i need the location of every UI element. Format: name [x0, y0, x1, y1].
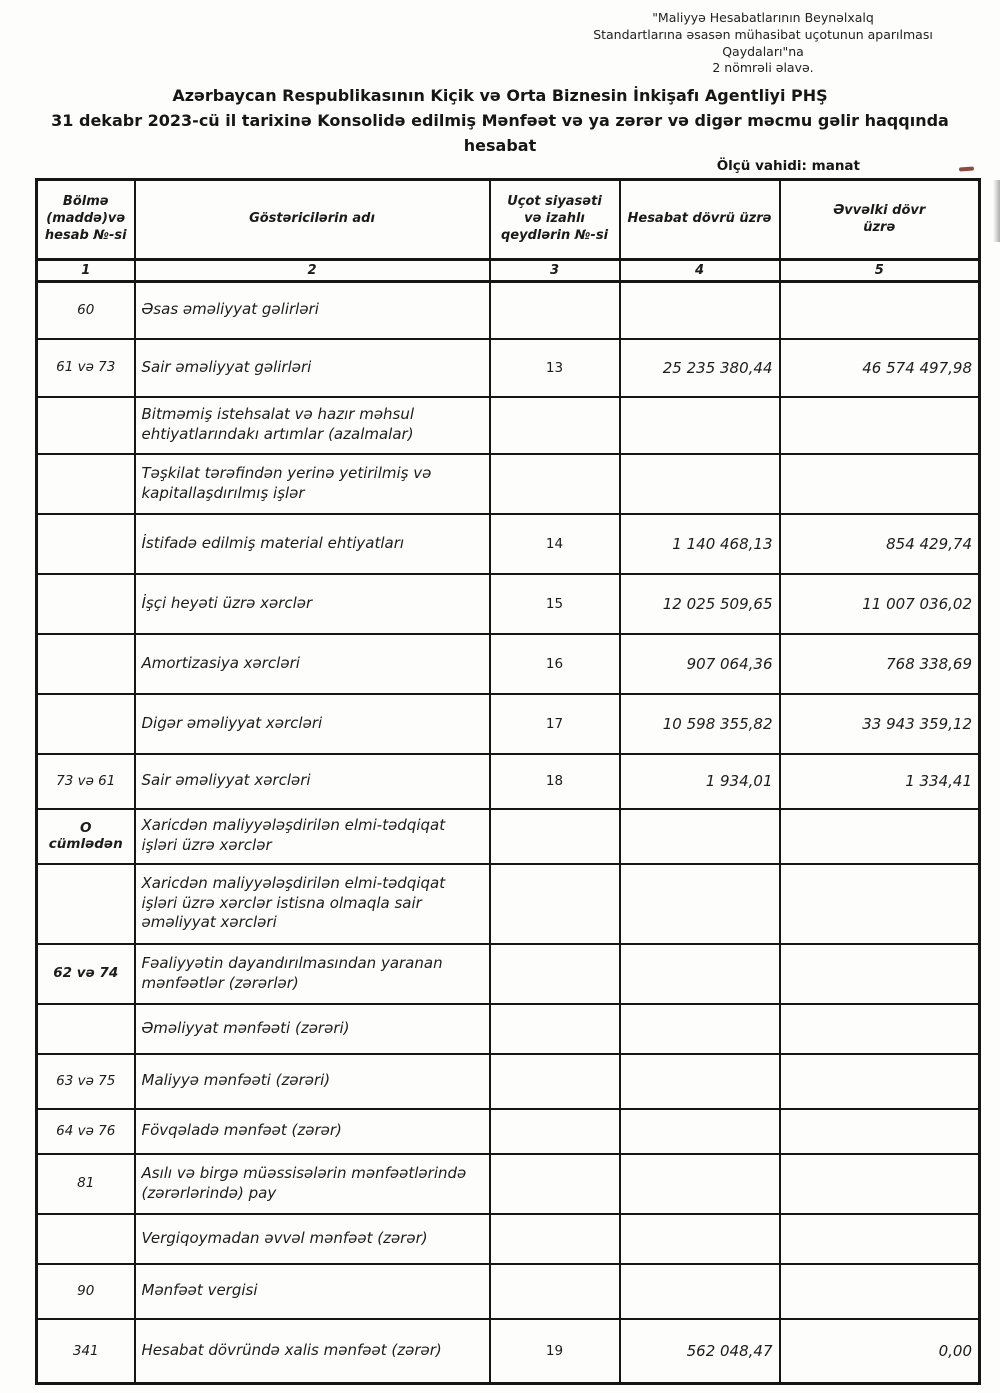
table-row [37, 339, 980, 397]
table-row [37, 1054, 980, 1109]
table-row [37, 397, 980, 454]
cell-section-code [37, 397, 135, 454]
cell-previous-period-value [780, 282, 980, 339]
header-note-number: Uçot siyasəti və izahlı qeydlərin №-si [490, 180, 620, 260]
table-row [37, 809, 980, 864]
cell-section-code: 63 və 75 [37, 1054, 135, 1109]
cell-note-number [490, 1264, 620, 1319]
cell-note-number [490, 454, 620, 514]
cell-previous-period-value [780, 1109, 980, 1154]
cell-note-number: 15 [490, 574, 620, 634]
cell-indicator-name: Hesabat dövründə xalis mənfəət (zərər) [135, 1319, 490, 1384]
table-row [37, 1214, 980, 1264]
cell-current-period-value: 25 235 380,44 [620, 339, 780, 397]
cell-current-period-value [620, 397, 780, 454]
cell-section-code [37, 864, 135, 944]
cell-section-code [37, 514, 135, 574]
column-number: 2 [135, 260, 490, 282]
cell-current-period-value: 1 140 468,13 [620, 514, 780, 574]
cell-current-period-value [620, 1264, 780, 1319]
cell-indicator-name: Əməliyyat mənfəəti (zərəri) [135, 1004, 490, 1054]
cell-indicator-name: Mənfəət vergisi [135, 1264, 490, 1319]
cell-indicator-name: Bitməmiş istehsalat və hazır məhsul ehtiyatlarındakı artımlar (azalmalar) [135, 397, 490, 454]
cell-indicator-name: İşçi heyəti üzrə xərclər [135, 574, 490, 634]
header-current-period: Hesabat dövrü üzrə [620, 180, 780, 260]
cell-previous-period-value: 11 007 036,02 [780, 574, 980, 634]
table-row [37, 514, 980, 574]
table-row [37, 694, 980, 754]
cell-indicator-name: Əsas əməliyyat gəlirləri [135, 282, 490, 339]
cell-section-code: O cümlədən [37, 809, 135, 864]
cell-section-code: 73 və 61 [37, 754, 135, 809]
cell-current-period-value: 907 064,36 [620, 634, 780, 694]
cell-indicator-name: Xaricdən maliyyələşdirilən elmi-tədqiqat işləri üzrə xərclər [135, 809, 490, 864]
cell-previous-period-value [780, 1054, 980, 1109]
column-number: 1 [37, 260, 135, 282]
cell-indicator-name: Amortizasiya xərcləri [135, 634, 490, 694]
column-number-row [37, 260, 980, 282]
table-header-row [37, 180, 980, 260]
cell-previous-period-value: 33 943 359,12 [780, 694, 980, 754]
cell-indicator-name: İstifadə edilmiş material ehtiyatları [135, 514, 490, 574]
cell-indicator-name: Fəaliyyətin dayandırılmasından yaranan mənfəətlər (zərərlər) [135, 944, 490, 1004]
cell-current-period-value: 562 048,47 [620, 1319, 780, 1384]
report-title-line3: hesabat [463, 136, 537, 155]
table-row [37, 944, 980, 1004]
table-row [37, 864, 980, 944]
cell-previous-period-value [780, 454, 980, 514]
header-previous-period-text: Əvvəlki dövr üzrə [833, 202, 926, 235]
cell-note-number [490, 809, 620, 864]
cell-indicator-name: Maliyyə mənfəəti (zərəri) [135, 1054, 490, 1109]
cell-section-code [37, 694, 135, 754]
table-row [37, 574, 980, 634]
header-indicator-name: Göstəricilərin adı [135, 180, 490, 260]
cell-section-code: 64 və 76 [37, 1109, 135, 1154]
cell-current-period-value: 12 025 509,65 [620, 574, 780, 634]
header-previous-period [780, 180, 980, 260]
table-row [37, 454, 980, 514]
cell-indicator-name: Təşkilat tərəfindən yerinə yetirilmiş və kapitallaşdırılmış işlər [135, 454, 490, 514]
header-section-account: Bölmə (maddə)və hesab №-si [37, 180, 135, 260]
cell-note-number: 13 [490, 339, 620, 397]
unit-of-measure-label: Ölçü vahidi: manat [716, 158, 860, 174]
cell-current-period-value [620, 1214, 780, 1264]
table-row [37, 1264, 980, 1319]
cell-previous-period-value [780, 397, 980, 454]
cell-previous-period-value [780, 864, 980, 944]
cell-previous-period-value: 0,00 [780, 1319, 980, 1384]
column-number: 4 [620, 260, 780, 282]
cell-previous-period-value: 1 334,41 [780, 754, 980, 809]
cell-previous-period-value: 768 338,69 [780, 634, 980, 694]
corner-note-line: Standartlarına əsasən mühasibat uçotunun aparılması [593, 26, 933, 42]
cell-previous-period-value [780, 1264, 980, 1319]
cell-section-code: 62 və 74 [37, 944, 135, 1004]
report-title [10, 83, 990, 158]
cell-current-period-value: 1 934,01 [620, 754, 780, 809]
table-row [37, 1004, 980, 1054]
table-row [37, 282, 980, 339]
table-row [37, 1319, 980, 1384]
table-body [37, 282, 980, 1384]
cell-previous-period-value [780, 944, 980, 1004]
report-title-line2: 31 dekabr 2023-cü il tarixinə Konsolidə edilmiş Mənfəət və ya zərər və digər məcmu gəlir haqqında [51, 111, 949, 130]
cell-previous-period-value [780, 809, 980, 864]
table-row [37, 1154, 980, 1214]
corner-note-line: 2 nömrəli əlavə. [712, 60, 814, 76]
cell-note-number: 17 [490, 694, 620, 754]
cell-section-code: 341 [37, 1319, 135, 1384]
cell-indicator-name: Digər əməliyyat xərcləri [135, 694, 490, 754]
cell-current-period-value [620, 1109, 780, 1154]
cell-note-number [490, 944, 620, 1004]
cell-previous-period-value [780, 1154, 980, 1214]
cell-current-period-value [620, 454, 780, 514]
table-row [37, 754, 980, 809]
cell-note-number [490, 1109, 620, 1154]
report-title-line1: Azərbaycan Respublikasının Kiçik və Orta Biznesin İnkişafı Agentliyi PHŞ [172, 86, 828, 105]
cell-previous-period-value [780, 1004, 980, 1054]
cell-note-number [490, 1154, 620, 1214]
cell-section-code [37, 1004, 135, 1054]
corner-note-line: Qaydaları"na [722, 43, 804, 59]
cell-section-code: 90 [37, 1264, 135, 1319]
cell-current-period-value [620, 809, 780, 864]
cell-note-number [490, 1214, 620, 1264]
cell-current-period-value [620, 864, 780, 944]
regulation-corner-note [540, 10, 986, 77]
cell-section-code: 81 [37, 1154, 135, 1214]
cell-indicator-name: Fövqəladə mənfəət (zərər) [135, 1109, 490, 1154]
cell-previous-period-value [780, 1214, 980, 1264]
cell-current-period-value [620, 1054, 780, 1109]
cell-current-period-value [620, 1004, 780, 1054]
cell-note-number [490, 1054, 620, 1109]
cell-note-number: 14 [490, 514, 620, 574]
cell-previous-period-value: 854 429,74 [780, 514, 980, 574]
cell-note-number [490, 864, 620, 944]
cell-section-code [37, 574, 135, 634]
cell-current-period-value [620, 282, 780, 339]
cell-indicator-name: Sair əməliyyat gəlirləri [135, 339, 490, 397]
cell-note-number [490, 397, 620, 454]
cell-section-code [37, 454, 135, 514]
cell-note-number: 19 [490, 1319, 620, 1384]
scan-edge-shadow [993, 180, 1000, 242]
cell-indicator-name: Sair əməliyyat xərcləri [135, 754, 490, 809]
table-row [37, 634, 980, 694]
cell-indicator-name: Vergiqoymadan əvvəl mənfəət (zərər) [135, 1214, 490, 1264]
cell-section-code: 61 və 73 [37, 339, 135, 397]
cell-current-period-value [620, 944, 780, 1004]
cell-current-period-value: 10 598 355,82 [620, 694, 780, 754]
profit-loss-table [35, 178, 981, 1385]
cell-indicator-name: Asılı və birgə müəssisələrin mənfəətlərində (zərərlərində) pay [135, 1154, 490, 1214]
cell-current-period-value [620, 1154, 780, 1214]
cell-note-number: 16 [490, 634, 620, 694]
scan-artifact-mark [959, 166, 974, 171]
table-row [37, 1109, 980, 1154]
cell-note-number: 18 [490, 754, 620, 809]
cell-previous-period-value: 46 574 497,98 [780, 339, 980, 397]
cell-section-code [37, 1214, 135, 1264]
cell-note-number [490, 282, 620, 339]
cell-note-number [490, 1004, 620, 1054]
cell-indicator-name: Xaricdən maliyyələşdirilən elmi-tədqiqat işləri üzrə xərclər istisna olmaqla sair əməliyyat xərcləri [135, 864, 490, 944]
corner-note-line: "Maliyyə Hesabatlarının Beynəlxalq [652, 10, 874, 25]
cell-section-code [37, 634, 135, 694]
cell-section-code: 60 [37, 282, 135, 339]
column-number: 3 [490, 260, 620, 282]
column-number: 5 [780, 260, 980, 282]
